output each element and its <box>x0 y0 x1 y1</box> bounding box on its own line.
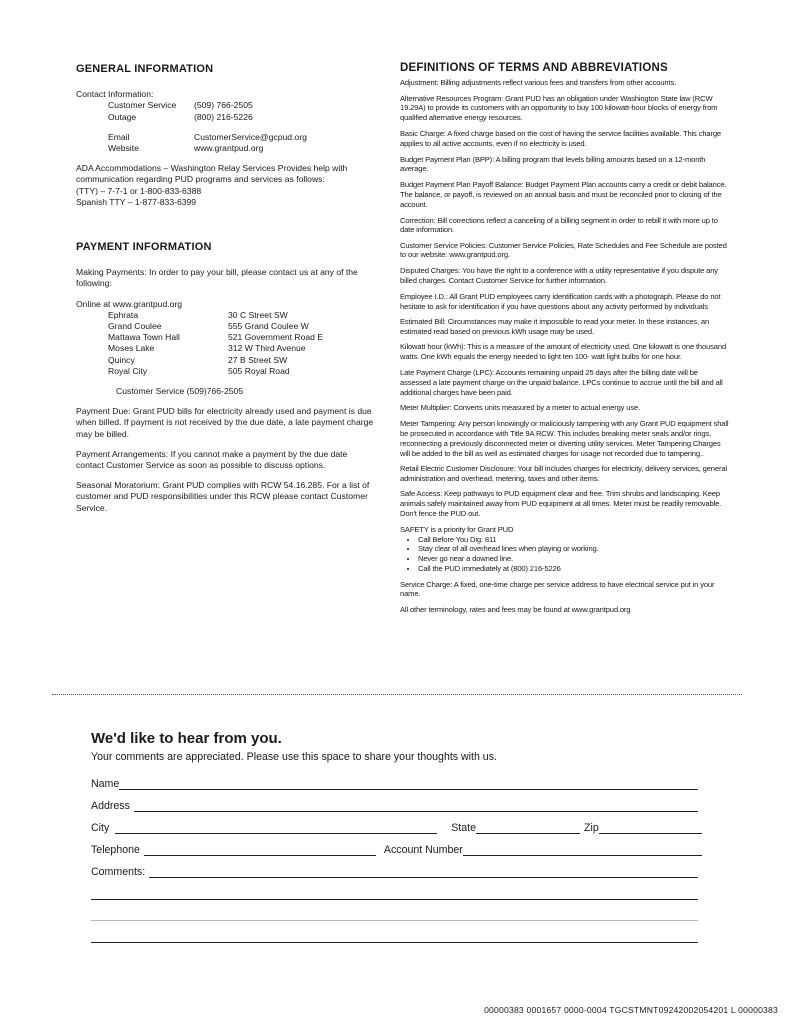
city-row <box>91 821 702 834</box>
comments-field-line-2[interactable] <box>91 899 698 900</box>
location-row <box>76 366 376 377</box>
address-row <box>91 799 698 812</box>
making-payments-text: Making Payments: In order to pay your bill, please contact us at any of the following: <box>76 267 358 289</box>
document-id-footer: 00000383 0001657 0000-0004 TGCSTMNT09242002054201 L 00000383 <box>484 1005 778 1015</box>
comment-form-title: We'd like to hear from you. <box>91 730 282 747</box>
location-row <box>76 355 376 366</box>
safety-item: • Call Before You Dig: 811 <box>418 535 730 545</box>
location-row-value: 312 W Third Avenue <box>228 343 306 354</box>
seasonal-moratorium-text: Seasonal Moratorium: Grant PUD complies with RCW 54.16.285. For a list of customer and PUD responsibilities under this RCW please contact Customer Service. <box>76 480 370 513</box>
service-charge-text: Service Charge: A fixed, one-time charge per service address to have electrical service put in your name. <box>400 579 715 599</box>
definition-item: Safe Access: Keep pathways to PUD equipment clear and free. Trim shrubs and landscaping. Keep animals safely maintained away from PUD equipment at all times. Meter must be readily removable. Don't fence the PUD out. <box>400 489 722 518</box>
contact-row-value: (800) 216-5226 <box>194 111 253 122</box>
definition-item: Kilowatt hour (kWh): This is a measure of the amount of electricity used. One kilowatt is one thousand watts. One kWh equals the energy needed to light ten 100- watt light bulbs for one hour. <box>400 342 727 362</box>
contact-row-label: Outage <box>108 111 137 122</box>
spanish-tty-text: Spanish TTY – 1-877-833-6399 <box>76 196 197 207</box>
comments-row <box>91 865 698 878</box>
state-label: State <box>451 822 476 834</box>
location-row <box>76 332 376 343</box>
location-row <box>76 321 376 332</box>
all-other-text: All other terminology, rates and fees may be found at www.grantpud.org <box>400 605 631 615</box>
comments-label: Comments: <box>91 866 146 878</box>
telephone-row <box>91 843 702 856</box>
definition-item: Meter Multiplier: Converts units measured by a meter to actual energy use. <box>400 403 641 413</box>
location-row-label: Quincy <box>108 354 135 365</box>
online-text: Online at www.grantpud.org <box>76 298 183 309</box>
definition-item: Basic Charge: A fixed charge based on the cost of having the service facilities available. This charge applies to all active accounts, even if no electricity is used. <box>400 128 721 148</box>
location-row <box>76 310 376 321</box>
contact-row <box>76 132 376 143</box>
general-info-heading: GENERAL INFORMATION <box>76 63 214 75</box>
definition-item: Meter Tampering: Any person knowingly or maliciously tampering with any Grant PUD equipment shall be prosecuted in accordance with Title 9A RCW. This includes breaking meter seals and/or rings, reconnecting a previously disconnected meter or diverting utility services. Meter Tampering Charges will be added to the bill as well as estimated charges for usage not recorded due to tampering.. <box>400 419 729 458</box>
account-number-label: Account Number <box>383 844 463 856</box>
city-field[interactable] <box>115 821 437 834</box>
safety-item: • Call the PUD immediately at (800) 216-5226 <box>418 564 730 574</box>
definition-item: Late Payment Charge (LPC): Accounts remaining unpaid 25 days after the billing date will be assessed a late payment charge on the unpaid balance. LPCs continue to accrue until the bill and all additional charges have been paid. <box>400 367 723 397</box>
right-column <box>400 64 730 621</box>
city-label: City <box>91 822 110 834</box>
zip-field[interactable] <box>599 821 702 834</box>
name-row <box>91 777 698 790</box>
state-field[interactable] <box>476 821 580 834</box>
definition-item: Customer Service Policies: Customer Service Policies, Rate Schedules and Fee Schedule are posted to our website: www.grantpud.org. <box>400 240 727 260</box>
location-row-value: 505 Royal Road <box>228 365 290 376</box>
address-field[interactable] <box>134 799 698 812</box>
account-number-field[interactable] <box>463 843 702 856</box>
comment-form <box>91 730 703 878</box>
contact-row-label: Website <box>108 143 139 154</box>
comments-field-line-3[interactable] <box>91 920 698 921</box>
telephone-label: Telephone <box>91 844 140 856</box>
location-row-value: 521 Government Road E <box>228 332 324 343</box>
location-row-label: Moses Lake <box>108 343 155 354</box>
left-column <box>76 64 376 514</box>
location-row-value: 555 Grand Coulee W <box>228 321 309 332</box>
contact-row <box>76 143 376 154</box>
name-field[interactable] <box>119 777 698 790</box>
office-locations <box>76 310 376 377</box>
ada-text: ADA Accommodations – Washington Relay Services Provides help with communication regarding PUD programs and services as follows: <box>76 163 348 185</box>
contact-list <box>76 100 376 122</box>
contact-row-label: Email <box>108 131 130 142</box>
contact-row-value: (509) 766-2505 <box>194 100 253 111</box>
safety-title: SAFETY is a priority for Grant PUD <box>400 524 514 534</box>
contact-label: Contact Information: <box>76 89 154 100</box>
payment-info-heading: PAYMENT INFORMATION <box>76 241 212 254</box>
definition-item: Disputed Charges: You have the right to a conference with a utility representative if you dispute any billed charges. Contact Customer Service for further information. <box>400 266 718 285</box>
payment-arrangements-text: Payment Arrangements: If you cannot make a payment by the due date contact Customer Service as soon as possible to discuss options. <box>76 448 348 471</box>
comment-form-subtitle: Your comments are appreciated. Please use this space to share your thoughts with us. <box>91 751 497 763</box>
definition-item: Adjustment: Billing adjustments reflect various fees and transfers from other accounts. <box>400 77 677 87</box>
safety-item: • Stay clear of all overhead lines when playing or working. <box>418 544 730 554</box>
safety-list <box>400 535 730 574</box>
definition-item: Retail Electric Customer Disclosure: Your bill includes charges for electricity, delivery services, general administration and overhead, metering, taxes and other items. <box>400 464 727 484</box>
definitions-list <box>400 78 730 519</box>
contact-list-web <box>76 132 376 154</box>
contact-row <box>76 100 376 111</box>
address-label: Address <box>91 800 130 812</box>
comments-field-line-4[interactable] <box>91 942 698 943</box>
definitions-heading: DEFINITIONS OF TERMS AND ABBREVIATIONS <box>400 62 668 74</box>
comments-field-line-1[interactable] <box>149 865 698 878</box>
definition-item: Budget Payment Plan (BPP): A billing program that levels billing amounts based on a 12-month average. <box>400 154 706 174</box>
location-row-label: Royal City <box>108 365 148 376</box>
name-label: Name <box>91 778 120 790</box>
definition-item: Alternative Resources Program: Grant PUD has an obligation under Washington State law (RCW 19.29A) to provide its customers with an opportunity to buy 100 kilowatt-hour blocks of energy from qualified alternative energy resources. <box>400 93 718 123</box>
contact-row <box>76 112 376 123</box>
location-row-value: 30 C Street SW <box>228 309 288 320</box>
telephone-field[interactable] <box>144 843 376 856</box>
tty-text: (TTY) – 7-7-1 or 1-800-833-6388 <box>76 185 202 196</box>
location-row-value: 27 B Street SW <box>228 354 288 365</box>
location-row <box>76 343 376 354</box>
contact-row-value: www.grantpud.org <box>194 143 264 154</box>
location-row-label: Grand Coulee <box>108 321 162 332</box>
customer-service-phone: Customer Service (509)766-2505 <box>116 386 244 397</box>
contact-row-value: CustomerService@gcpud.org <box>194 131 307 142</box>
tear-line-divider <box>52 694 742 695</box>
contact-row-label: Customer Service <box>108 100 177 111</box>
safety-block <box>400 525 730 574</box>
zip-label: Zip <box>584 822 599 834</box>
definition-item: Budget Payment Plan Payoff Balance: Budget Payment Plan accounts carry a credit or debit balance. The balance, or payoff, is reviewed on an annual basis and must be reconciled prior to closing of the account. <box>400 180 727 209</box>
definition-item: Estimated Bill: Circumstances may make it impossible to read your meter. In these instances, an estimated read based on previous kWh usage may be used. <box>400 316 710 336</box>
location-row-label: Mattawa Town Hall <box>108 332 180 343</box>
location-row-label: Ephrata <box>108 309 139 320</box>
definition-item: Correction: Bill corrections reflect a canceling of a billing segment in order to rebill it with more up to date information. <box>400 215 718 235</box>
definition-item: Employee I.D.: All Grant PUD employees carry identification cards with a photograph. Please do not hesitate to ask for identification if you have questions about any activity performed by individuals <box>400 291 721 311</box>
payment-due-text: Payment Due: Grant PUD bills for electricity already used and payment is due when billed. If payment is not received by the due date, a late payment charge may be billed. <box>76 406 374 439</box>
safety-item: • Never go near a downed line. <box>418 554 730 564</box>
